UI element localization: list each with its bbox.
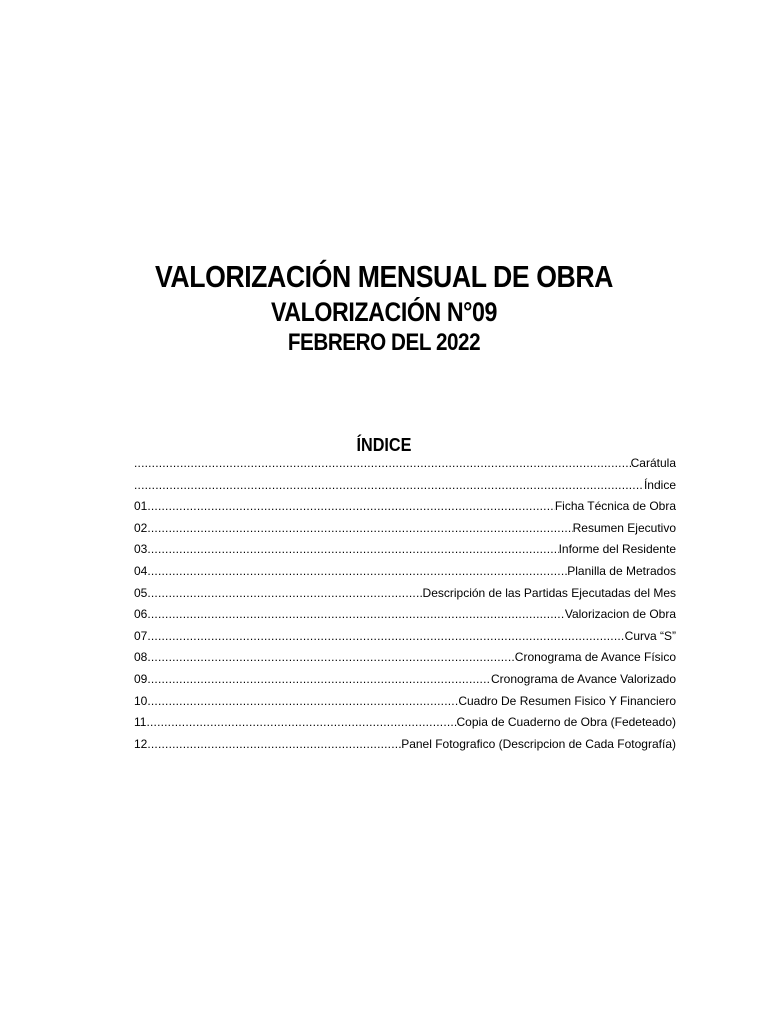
toc-dot-leader	[147, 496, 554, 518]
toc-entry	[134, 583, 676, 605]
toc-entry-number: 06	[134, 607, 148, 622]
toc-entry-number: 12	[134, 736, 148, 751]
toc-entry-title: Resumen Ejecutivo	[572, 520, 676, 535]
toc-entry	[134, 712, 676, 734]
toc-entry-title: Ficha Técnica de Obra	[554, 499, 676, 514]
toc-entry-number: 08	[134, 650, 148, 665]
toc-dot-leader	[147, 539, 558, 561]
toc-entry	[134, 734, 676, 756]
toc-entry-title: Planilla de Metrados	[567, 563, 676, 578]
toc-entry	[134, 626, 676, 648]
toc-entry-title: Copia de Cuaderno de Obra (Fedeteado)	[456, 715, 676, 730]
toc-entry-number: 05	[134, 585, 148, 600]
toc-entry	[134, 475, 676, 497]
toc-dot-leader	[147, 583, 422, 605]
toc-entry-title: Descripción de las Partidas Ejecutadas del Mes	[422, 585, 676, 600]
toc-entry	[134, 518, 676, 540]
toc-dot-leader	[134, 475, 644, 497]
toc-dot-leader	[147, 734, 401, 756]
toc-dot-leader	[147, 561, 567, 583]
toc-entry-number: 04	[134, 563, 148, 578]
document-title-block	[0, 258, 768, 358]
toc-entry-title: Índice	[643, 477, 676, 492]
toc-entry	[134, 561, 676, 583]
toc-entry-number: 09	[134, 671, 148, 686]
valuation-number: VALORIZACIÓN N°09	[270, 297, 498, 327]
toc-entry-number: 10	[134, 693, 148, 708]
toc-entry-title: Cronograma de Avance Valorizado	[490, 671, 676, 686]
toc-dot-leader	[147, 626, 624, 648]
toc-entry	[134, 691, 676, 713]
toc-entry	[134, 453, 676, 475]
toc-dot-leader	[147, 691, 458, 713]
toc-entry-title: Valorizacion de Obra	[564, 607, 676, 622]
table-of-contents	[134, 453, 676, 755]
toc-dot-leader	[147, 647, 514, 669]
document-title: VALORIZACIÓN MENSUAL DE OBRA	[155, 259, 613, 294]
toc-entry-number: 07	[134, 628, 148, 643]
toc-entry-number: 02	[134, 520, 148, 535]
toc-dot-leader	[146, 712, 456, 734]
toc-dot-leader	[147, 604, 564, 626]
toc-entry-number: 11	[134, 715, 147, 730]
toc-entry-title: Cronograma de Avance Físico	[514, 650, 676, 665]
toc-entry-title: Panel Fotografico (Descripcion de Cada Fotografía)	[401, 736, 676, 751]
toc-entry	[134, 669, 676, 691]
toc-entry-number: 03	[134, 542, 148, 557]
toc-dot-leader	[134, 453, 631, 475]
toc-entry	[134, 539, 676, 561]
toc-entry	[134, 604, 676, 626]
toc-dot-leader	[147, 669, 491, 691]
toc-entry	[134, 496, 676, 518]
toc-entry-number: 01	[134, 499, 148, 514]
toc-entry-title: Informe del Residente	[558, 542, 676, 557]
valuation-period: FEBRERO DEL 2022	[287, 329, 481, 356]
toc-entry-title: Cuadro De Resumen Fisico Y Financiero	[458, 693, 676, 708]
toc-entry-title: Curva “S”	[624, 628, 676, 643]
toc-entry-title: Carátula	[630, 456, 676, 470]
toc-dot-leader	[147, 518, 572, 540]
index-heading: ÍNDICE	[356, 435, 412, 455]
toc-entry	[134, 647, 676, 669]
